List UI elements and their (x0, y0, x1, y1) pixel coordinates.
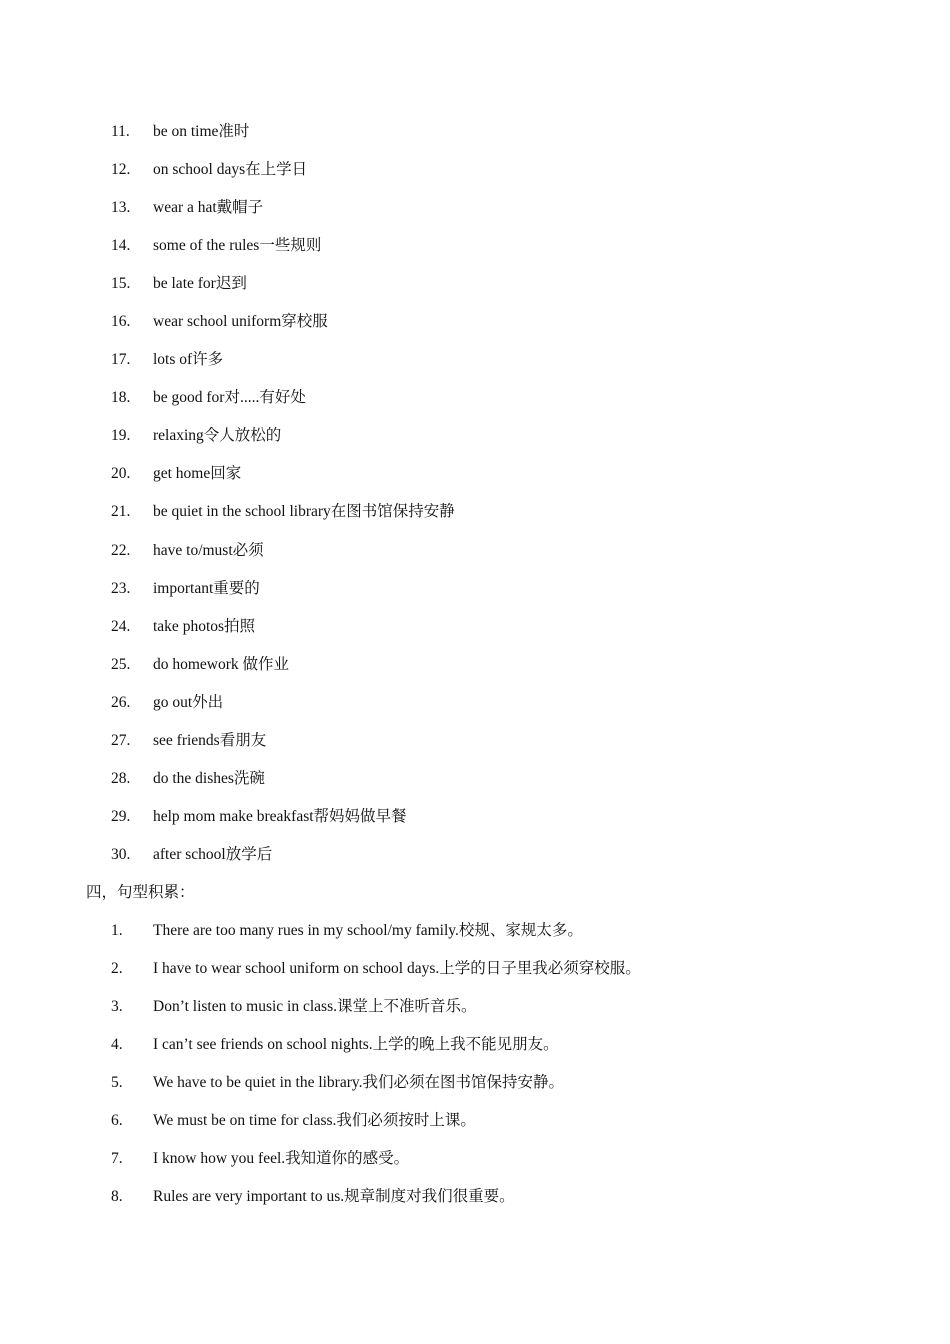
sentence-list (0, 914, 950, 1218)
list-item (0, 229, 950, 267)
item-text: relaxing令人放松的 (153, 427, 282, 445)
list-item (0, 191, 950, 229)
item-number: 14. (111, 237, 131, 255)
item-text: wear a hat戴帽子 (153, 199, 264, 217)
list-item (0, 153, 950, 191)
item-text: be quiet in the school library在图书馆保持安静 (153, 503, 455, 521)
item-number: 13. (111, 199, 131, 217)
item-number: 17. (111, 351, 131, 369)
item-text: There are too many rues in my school/my family.校规、家规太多。 (153, 922, 583, 939)
item-text: Rules are very important to us.规章制度对我们很重要。 (153, 1188, 515, 1206)
item-text: I can’t see friends on school nights.上学的晚上我不能见朋友。 (153, 1036, 559, 1054)
item-text: help mom make breakfast帮妈妈做早餐 (153, 807, 407, 825)
item-number: 27. (111, 731, 131, 749)
item-number: 20. (111, 465, 131, 483)
item-text: have to/must必须 (153, 541, 264, 559)
item-text: do the dishes洗碗 (153, 769, 265, 787)
item-text: on school days在上学日 (153, 161, 308, 179)
list-item (0, 572, 950, 610)
list-item (0, 495, 950, 533)
list-item (0, 1066, 950, 1104)
item-text: some of the rules一些规则 (153, 237, 322, 255)
item-number: 29. (111, 807, 131, 825)
item-number: 15. (111, 275, 131, 293)
list-item (0, 419, 950, 457)
item-number: 6. (111, 1112, 123, 1130)
list-item (0, 267, 950, 305)
item-number: 3. (111, 998, 123, 1016)
item-number: 24. (111, 617, 131, 635)
item-text: wear school uniform穿校服 (153, 313, 328, 331)
item-number: 8. (111, 1188, 123, 1206)
item-number: 7. (111, 1150, 123, 1168)
item-number: 21. (111, 503, 131, 521)
item-number: 30. (111, 845, 131, 863)
section-heading: 四，句型积累： (86, 884, 195, 901)
item-text: do homework 做作业 (153, 655, 290, 673)
list-item (0, 800, 950, 838)
list-item (0, 990, 950, 1028)
list-item (0, 724, 950, 762)
item-number: 12. (111, 161, 131, 179)
phrase-list (0, 115, 950, 876)
item-number: 25. (111, 655, 131, 673)
item-number: 19. (111, 427, 131, 445)
item-number: 18. (111, 389, 131, 407)
list-item (0, 534, 950, 572)
list-item (0, 1028, 950, 1066)
list-item (0, 305, 950, 343)
list-item (0, 648, 950, 686)
list-item (0, 914, 950, 952)
item-number: 22. (111, 541, 131, 559)
item-text: be on time准时 (153, 123, 250, 140)
item-text: get home回家 (153, 465, 242, 483)
item-text: be late for迟到 (153, 275, 247, 293)
item-number: 4. (111, 1036, 123, 1054)
list-item (0, 457, 950, 495)
item-text: important重要的 (153, 579, 260, 597)
list-item (0, 381, 950, 419)
item-number: 23. (111, 579, 131, 597)
item-number: 11. (111, 123, 130, 140)
item-number: 1. (111, 922, 123, 939)
list-item (0, 838, 950, 876)
item-text: be good for对.....有好处 (153, 389, 306, 407)
item-text: We have to be quiet in the library.我们必须在图书馆保持安静。 (153, 1074, 565, 1092)
item-text: take photos拍照 (153, 617, 256, 635)
item-text: I know how you feel.我知道你的感受。 (153, 1150, 410, 1168)
list-item (0, 952, 950, 990)
list-item (0, 686, 950, 724)
list-item (0, 1180, 950, 1218)
item-text: We must be on time for class.我们必须按时上课。 (153, 1112, 476, 1130)
item-text: go out外出 (153, 693, 224, 711)
list-item (0, 610, 950, 648)
list-item (0, 115, 950, 153)
item-number: 26. (111, 693, 131, 711)
item-number: 5. (111, 1074, 123, 1092)
list-item (0, 1142, 950, 1180)
item-number: 28. (111, 769, 131, 787)
item-text: Don’t listen to music in class.课堂上不准听音乐。 (153, 998, 477, 1016)
item-text: I have to wear school uniform on school days.上学的日子里我必须穿校服。 (153, 960, 641, 978)
list-item (0, 762, 950, 800)
list-item (0, 1104, 950, 1142)
item-number: 2. (111, 960, 123, 978)
list-item (0, 343, 950, 381)
item-text: lots of许多 (153, 351, 224, 369)
item-number: 16. (111, 313, 131, 331)
item-text: see friends看朋友 (153, 731, 267, 749)
item-text: after school放学后 (153, 845, 273, 863)
